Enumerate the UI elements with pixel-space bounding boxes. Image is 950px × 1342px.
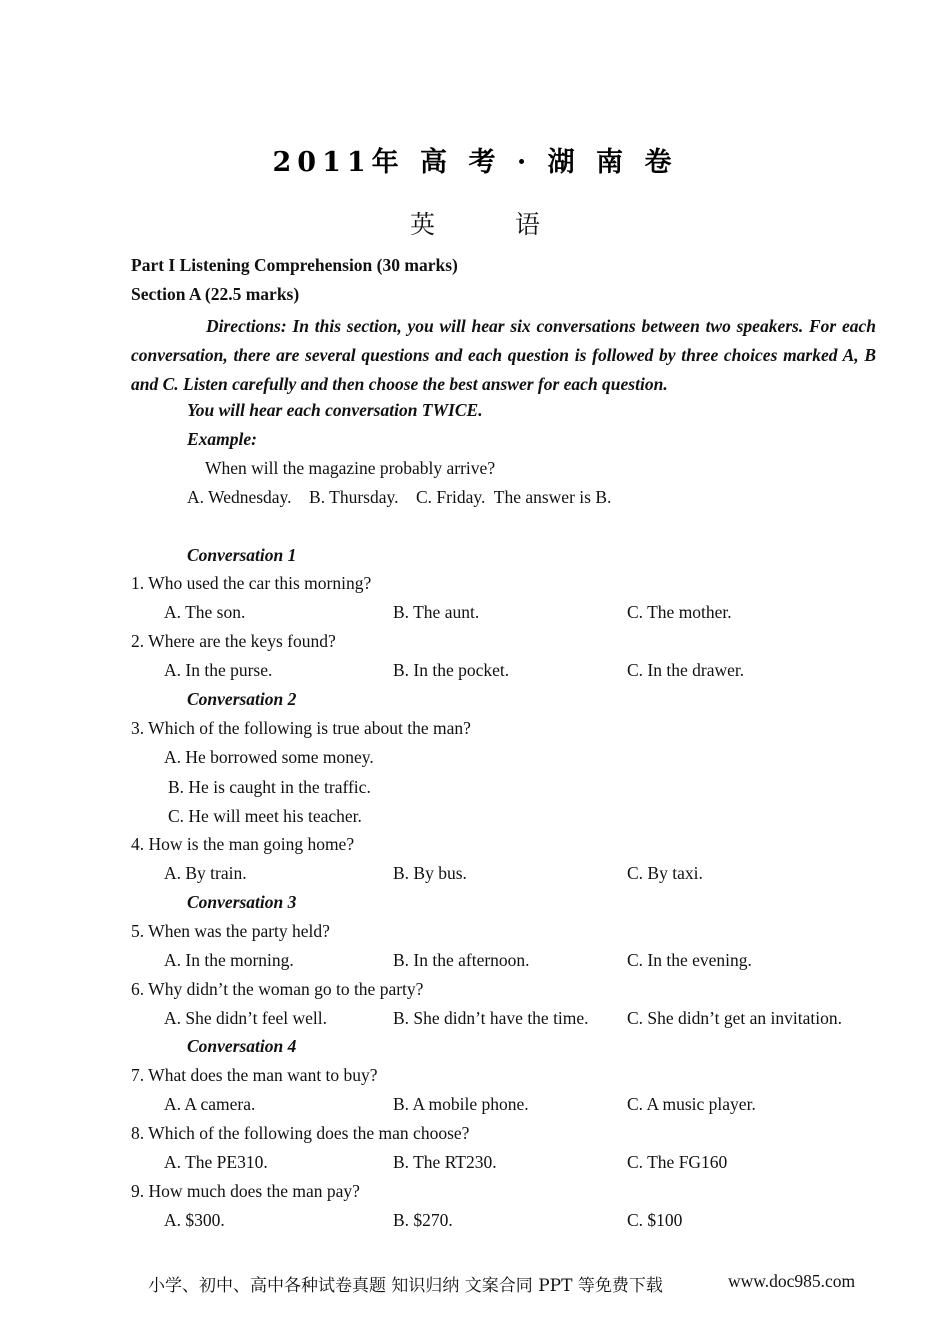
option-c: C. In the evening. <box>627 950 752 970</box>
option-b: B. $270. <box>393 1210 453 1230</box>
option-a: A. A camera. <box>164 1094 256 1114</box>
option-a: A. In the morning. <box>164 950 294 970</box>
option-a: A. The son. <box>164 602 246 622</box>
directions-paragraph: Directions: In this section, you will hear six conversations between two speakers. For each conversation, there are several questions and each question is followed by three choices marked A, B and C. Listen carefully and then choose the best answer for each question. <box>131 316 876 394</box>
option-a: A. In the purse. <box>164 660 273 680</box>
question-text: 7. What does the man want to buy? <box>131 1065 378 1085</box>
question-text: 6. Why didn’t the woman go to the party? <box>131 979 424 999</box>
question-text: 8. Which of the following does the man choose? <box>131 1123 470 1143</box>
question-text: 4. How is the man going home? <box>131 834 355 854</box>
option-c: C. She didn’t get an invitation. <box>627 1008 843 1028</box>
option-c: C. The FG160 <box>627 1152 728 1172</box>
conversation-label: Conversation 3 <box>187 892 297 912</box>
option-b: B. The RT230. <box>393 1152 497 1172</box>
conversation-label: Conversation 2 <box>187 689 297 709</box>
question-text: 1. Who used the car this morning? <box>131 573 372 593</box>
footer-text: 小学、初中、高中各种试卷真题 知识归纳 文案合同 PPT 等免费下载 <box>148 1276 663 1296</box>
example-question: When will the magazine probably arrive? <box>205 458 496 478</box>
question-text: 3. Which of the following is true about the man? <box>131 718 471 738</box>
part-heading: Part I Listening Comprehension (30 marks) <box>131 255 458 275</box>
example-options: A. Wednesday. B. Thursday. C. Friday. The answer is B. <box>187 487 612 507</box>
section-heading: Section A (22.5 marks) <box>131 284 300 304</box>
option-b: B. In the afternoon. <box>393 950 530 970</box>
option-c: C. By taxi. <box>627 863 703 883</box>
conversation-label: Conversation 4 <box>187 1036 297 1056</box>
subject-heading <box>0 205 950 241</box>
subject-char-1: 英 <box>409 210 435 239</box>
option-b: B. He is caught in the traffic. <box>168 777 371 797</box>
option-a: A. He borrowed some money. <box>164 747 374 767</box>
option-c: C. He will meet his teacher. <box>168 806 362 826</box>
option-c: C. $100 <box>627 1210 683 1230</box>
page-footer <box>148 1271 856 1296</box>
option-b: B. She didn’t have the time. <box>393 1008 589 1028</box>
question-text: 2. Where are the keys found? <box>131 631 336 651</box>
option-b: B. In the pocket. <box>393 660 510 680</box>
option-a: A. The PE310. <box>164 1152 268 1172</box>
option-b: B. The aunt. <box>393 602 480 622</box>
question-text: 9. How much does the man pay? <box>131 1181 360 1201</box>
exam-title: 2011年 高 考 · 湖 南 卷 <box>272 147 678 178</box>
option-a: A. By train. <box>164 863 247 883</box>
option-c: C. The mother. <box>627 602 732 622</box>
option-b: B. By bus. <box>393 863 467 883</box>
twice-note: You will hear each conversation TWICE. <box>187 400 483 420</box>
option-c: C. In the drawer. <box>627 660 745 680</box>
option-b: B. A mobile phone. <box>393 1094 529 1114</box>
subject-char-2: 语 <box>515 210 541 239</box>
example-label: Example: <box>187 429 257 449</box>
option-a: A. She didn’t feel well. <box>164 1008 327 1028</box>
option-c: C. A music player. <box>627 1094 756 1114</box>
question-text: 5. When was the party held? <box>131 921 330 941</box>
conversation-label: Conversation 1 <box>187 545 297 565</box>
footer-url-link[interactable]: www.doc985.com <box>728 1271 856 1291</box>
option-a: A. $300. <box>164 1210 225 1230</box>
